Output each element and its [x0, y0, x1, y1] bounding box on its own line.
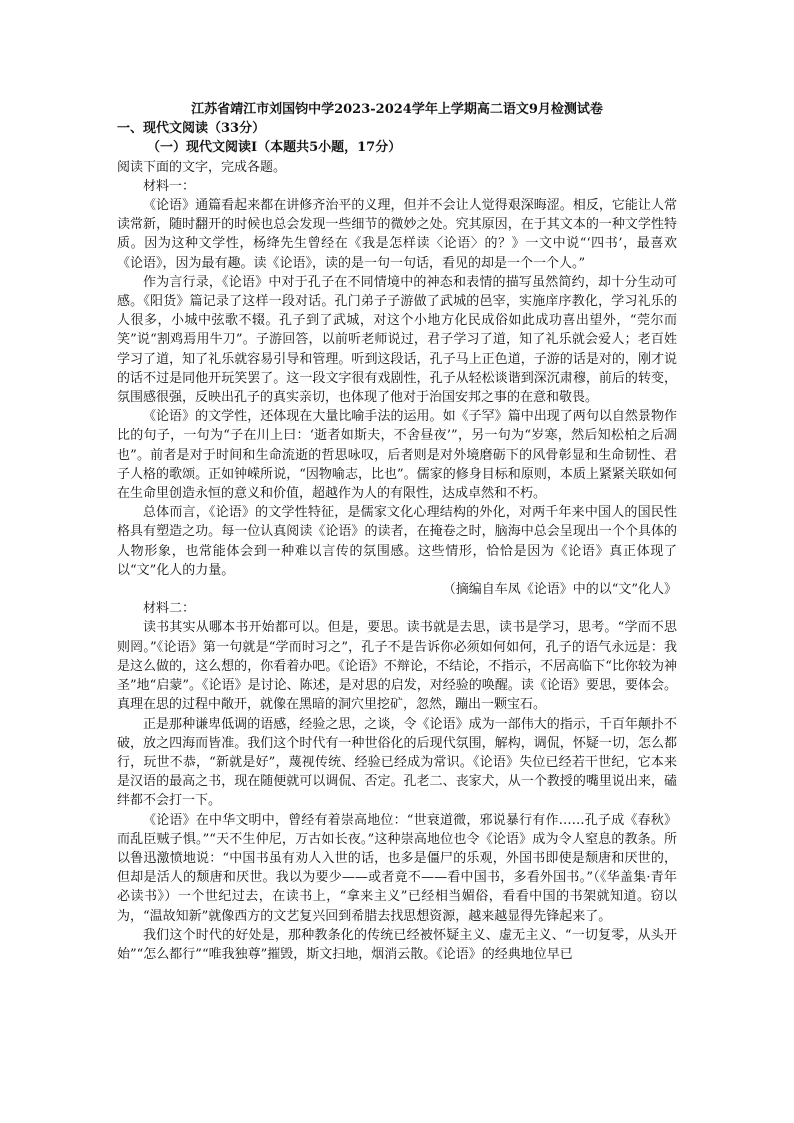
- exam-title: 江苏省靖江市刘国钧中学2023-2024学年上学期高二语文9月检测试卷: [191, 102, 603, 117]
- material1-paragraph: 《论语》通篇看起来都在讲修齐治平的义理，但并不会让人觉得艰深晦涩。相反，它能让人常读常新，随时翻开的时候也总会发现一些细节的微妙之处。究其原因，在于其文本的一种文学性特质。因为这种文学性，杨绛先生曾经在《我是怎样读〈论语〉的？》一文中说“‘四书’，最喜欢《论语》，因为最有趣。读《论语》，读的是一句一句话，看见的却是一个一个人。”: [117, 198, 677, 271]
- material1-paragraph: 《论语》的文学性，还体现在大量比喻手法的运用。如《子罕》篇中出现了两句以自然景物作比的句子，一句为“子在川上曰：‘逝者如斯夫，不舍昼夜’”，另一句为“岁寒，然后知松柏之后凋也”。前者是对于时间和生命流逝的哲思咏叹，后者则是对外境磨砺下的风骨彰显和生命韧性、君子人格的歌颂。正如钟嵘所说，“因物喻志，比也”。儒家的修身目标和原则，本质上紧紧关联如何在生命里创造永恒的意义和价值，超越作为人的有限性，达成卓然和不朽。: [117, 409, 677, 502]
- material1-source: （摘编自车凤《论语》中的以“文”化人》: [442, 582, 677, 598]
- instruction: 阅读下面的文字，完成各题。: [117, 159, 287, 175]
- exam-page: [117, 100, 677, 964]
- material1-label: 材料一：: [143, 178, 196, 194]
- material2-paragraph: 读书其实从哪本书开始都可以。但是，要思。读书就是去思，读书是学习，思考。“学而不思则罔。”《论语》第一句就是“学而时习之”，孔子不是告诉你必须如何如何，孔子的语气永远是：我是这么做的，这么想的，你看着办吧。《论语》不辩论，不结论，不指示，不居高临下“比你较为神圣”地“启蒙”。《论语》是讨论、陈述，是对思的启发，对经验的唤醒。读《论语》要思，要体会。真理在思的过程中敞开，就像在黑暗的洞穴里挖矿，忽然，蹦出一颗宝石。: [117, 620, 677, 713]
- material2-label: 材料二：: [143, 601, 196, 617]
- material1-paragraph: 总体而言，《论语》的文学性特征，是儒家文化心理结构的外化，对两千年来中国人的国民性格具有塑造之功。每一位认真阅读《论语》的读者，在掩卷之时，脑海中总会呈现出一个个具体的人物形象，也常能体会到一种难以言传的氛围感。这些情形，恰恰是因为《论语》真正体现了以“文”化人的力量。: [117, 505, 677, 578]
- material2-paragraph: 正是那种谦卑低调的语感，经验之思，之谈，令《论语》成为一部伟大的指示，千百年颠扑不破，放之四海而皆准。我们这个时代有一种世俗化的后现代氛围，解构，调侃，怀疑一切，怎么都行，玩世不恭，“新就是好”，蔑视传统、经验已经成为常识。《论语》失位已经若干世纪，它本来是汉语的最高之书，现在随便就可以调侃、否定。孔老二、丧家犬，从一个教授的嘴里说出来，磕绊都不会打一下。: [117, 716, 677, 809]
- section-heading: 一、现代文阅读（33分）: [117, 121, 266, 137]
- material2-paragraph: 我们这个时代的好处是，那种教条化的传统已经被怀疑主义、虚无主义、“一切复零，从头开始”“怎么都行”“唯我独尊”摧毁，斯文扫地，烟消云散。《论语》的经典地位早已: [117, 927, 677, 962]
- material1-paragraph: 作为言行录，《论语》中对于孔子在不同情境中的神态和表情的描写虽然简约，却十分生动可感。《阳货》篇记录了这样一段对话。孔门弟子子游做了武城的邑宰，实施庠序教化，学习礼乐的人很多，小城中弦歌不辍。孔子到了武城，对这个小地方化民成俗如此成功喜出望外，“莞尔而笑”说“割鸡焉用牛刀”。子游回答，以前听老师说过，君子学习了道，知了礼乐就会爱人；老百姓学习了道，知了礼乐就容易引导和管理。听到这段话，孔子马上正色道，子游的话是对的，刚才说的话不过是同他开玩笑罢了。这一段文字很有戏剧性，孔子从轻松谈谐到深沉肃穆，前后的转变，氛围感很强，反映出孔子的真实亲切，也体现了他对于治国安邦之事的在意和敬畏。: [117, 274, 677, 406]
- subsection-heading: （一）现代文阅读Ⅰ（本题共5小题，17分）: [147, 140, 402, 156]
- material2-paragraph: 《论语》在中华文明中，曾经有着崇高地位：“世衰道微，邪说暴行有作……孔子成《春秋》而乱臣贼子惧。”“天不生仲尼，万古如长夜。”这种崇高地位也令《论语》成为令人窒息的教条。所以鲁迅激愤地说：“中国书虽有劝人入世的话，也多是僵尸的乐观，外国书即使是颓唐和厌世的，但却是活人的颓唐和厌世。我以为要少——或者竟不——看中国书，多看外国书。”（《华盖集·青年必读书》）一个世纪过去，在读书上，“拿来主义”已经相当媚俗，看看中国的书架就知道。窃以为，“温故知新”就像西方的文艺复兴回到希腊去找思想资源，越来越显得先锋起来了。: [117, 812, 677, 924]
